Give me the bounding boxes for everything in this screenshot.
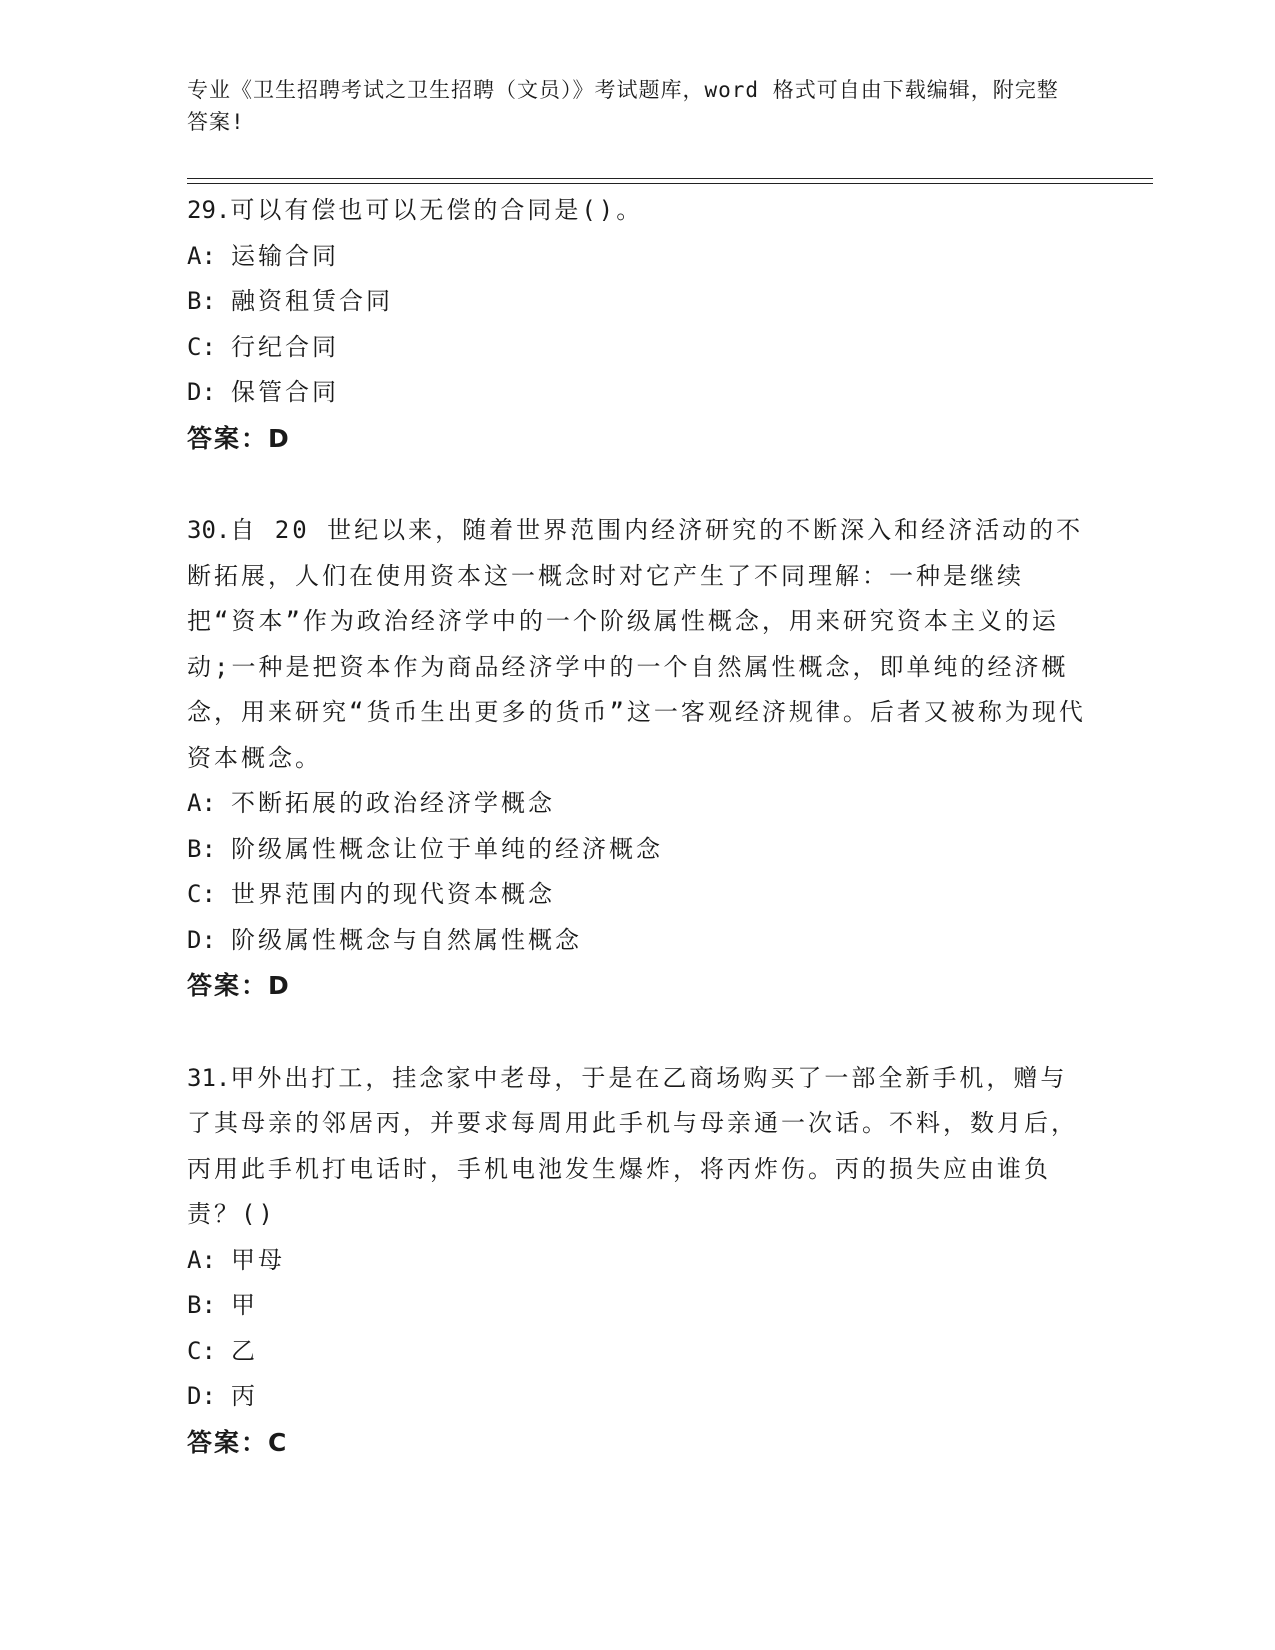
question-30 (187, 508, 1087, 1009)
header-rule-bottom (187, 183, 1153, 184)
question-31 (187, 1056, 1087, 1466)
option-b (187, 1283, 1087, 1329)
option-letter: D: (187, 1382, 216, 1410)
document-header: 专业《卫生招聘考试之卫生招聘（文员）》考试题库，word 格式可自由下载编辑，附完整答案! (187, 78, 1059, 134)
question-stem (187, 508, 1087, 781)
header-rule-top (187, 178, 1153, 179)
option-a (187, 234, 1087, 280)
question-number: 29. (187, 196, 231, 224)
option-d (187, 370, 1087, 416)
option-text: 甲 (231, 1291, 258, 1319)
question-text: 自 20 世纪以来，随着世界范围内经济研究的不断深入和经济活动的不断拓展，人们在使用资本这一概念时对它产生了不同理解：一种是继续把“资本”作为政治经济学中的一个阶级属性概念，用来研究资本主义的运动;一种是把资本作为商品经济学中的一个自然属性概念，即单纯的经济概念，用来研究“货币生出更多的货币”这一客观经济规律。后者又被称为现代资本概念。 (187, 516, 1086, 772)
question-stem (187, 188, 1087, 234)
option-letter: D: (187, 378, 216, 406)
option-letter: B: (187, 287, 216, 315)
answer-line (187, 963, 1087, 1009)
option-letter: B: (187, 834, 216, 863)
option-letter: C: (187, 332, 216, 361)
option-letter: D: (187, 925, 216, 954)
option-text: 阶级属性概念让位于单纯的经济概念 (231, 834, 663, 863)
answer-line (187, 1420, 1087, 1466)
option-letter: C: (187, 880, 216, 908)
option-text: 保管合同 (231, 378, 339, 406)
answer-label: 答案： (187, 1427, 269, 1457)
question-number: 31. (187, 1063, 231, 1092)
question-text: 可以有偿也可以无偿的合同是()。 (230, 196, 644, 224)
option-b (187, 279, 1087, 325)
option-a (187, 1238, 1087, 1284)
option-letter: A: (187, 1245, 216, 1274)
option-text: 融资租赁合同 (231, 287, 393, 315)
question-stem (187, 1056, 1087, 1238)
option-letter: C: (187, 1336, 216, 1365)
option-letter: A: (187, 241, 216, 270)
option-text: 甲母 (231, 1245, 285, 1274)
option-text: 行纪合同 (231, 332, 339, 361)
option-text: 运输合同 (231, 241, 339, 270)
option-text: 丙 (231, 1382, 258, 1410)
question-29 (187, 188, 1087, 461)
question-list (187, 188, 1087, 1512)
option-a (187, 781, 1087, 827)
option-d (187, 918, 1087, 964)
answer-value: D (268, 971, 289, 1000)
answer-line (187, 416, 1087, 462)
option-d (187, 1374, 1087, 1420)
answer-label: 答案： (187, 423, 269, 453)
answer-label: 答案： (187, 971, 269, 1000)
option-text: 不断拓展的政治经济学概念 (231, 789, 555, 817)
option-b (187, 827, 1087, 873)
option-text: 阶级属性概念与自然属性概念 (231, 925, 582, 954)
question-number: 30. (187, 516, 231, 544)
option-text: 世界范围内的现代资本概念 (231, 880, 555, 908)
question-text: 甲外出打工，挂念家中老母，于是在乙商场购买了一部全新手机，赠与了其母亲的邻居丙，并要求每周用此手机与母亲通一次话。不料，数月后，丙用此手机打电话时，手机电池发生爆炸，将丙炸伤。丙的损失应由谁负责？() (187, 1063, 1078, 1228)
option-letter: B: (187, 1291, 216, 1319)
option-text: 乙 (231, 1336, 258, 1365)
answer-value: C (268, 1427, 287, 1457)
option-c (187, 872, 1087, 918)
option-letter: A: (187, 789, 216, 817)
answer-value: D (268, 423, 289, 453)
option-c (187, 1329, 1087, 1375)
option-c (187, 325, 1087, 371)
